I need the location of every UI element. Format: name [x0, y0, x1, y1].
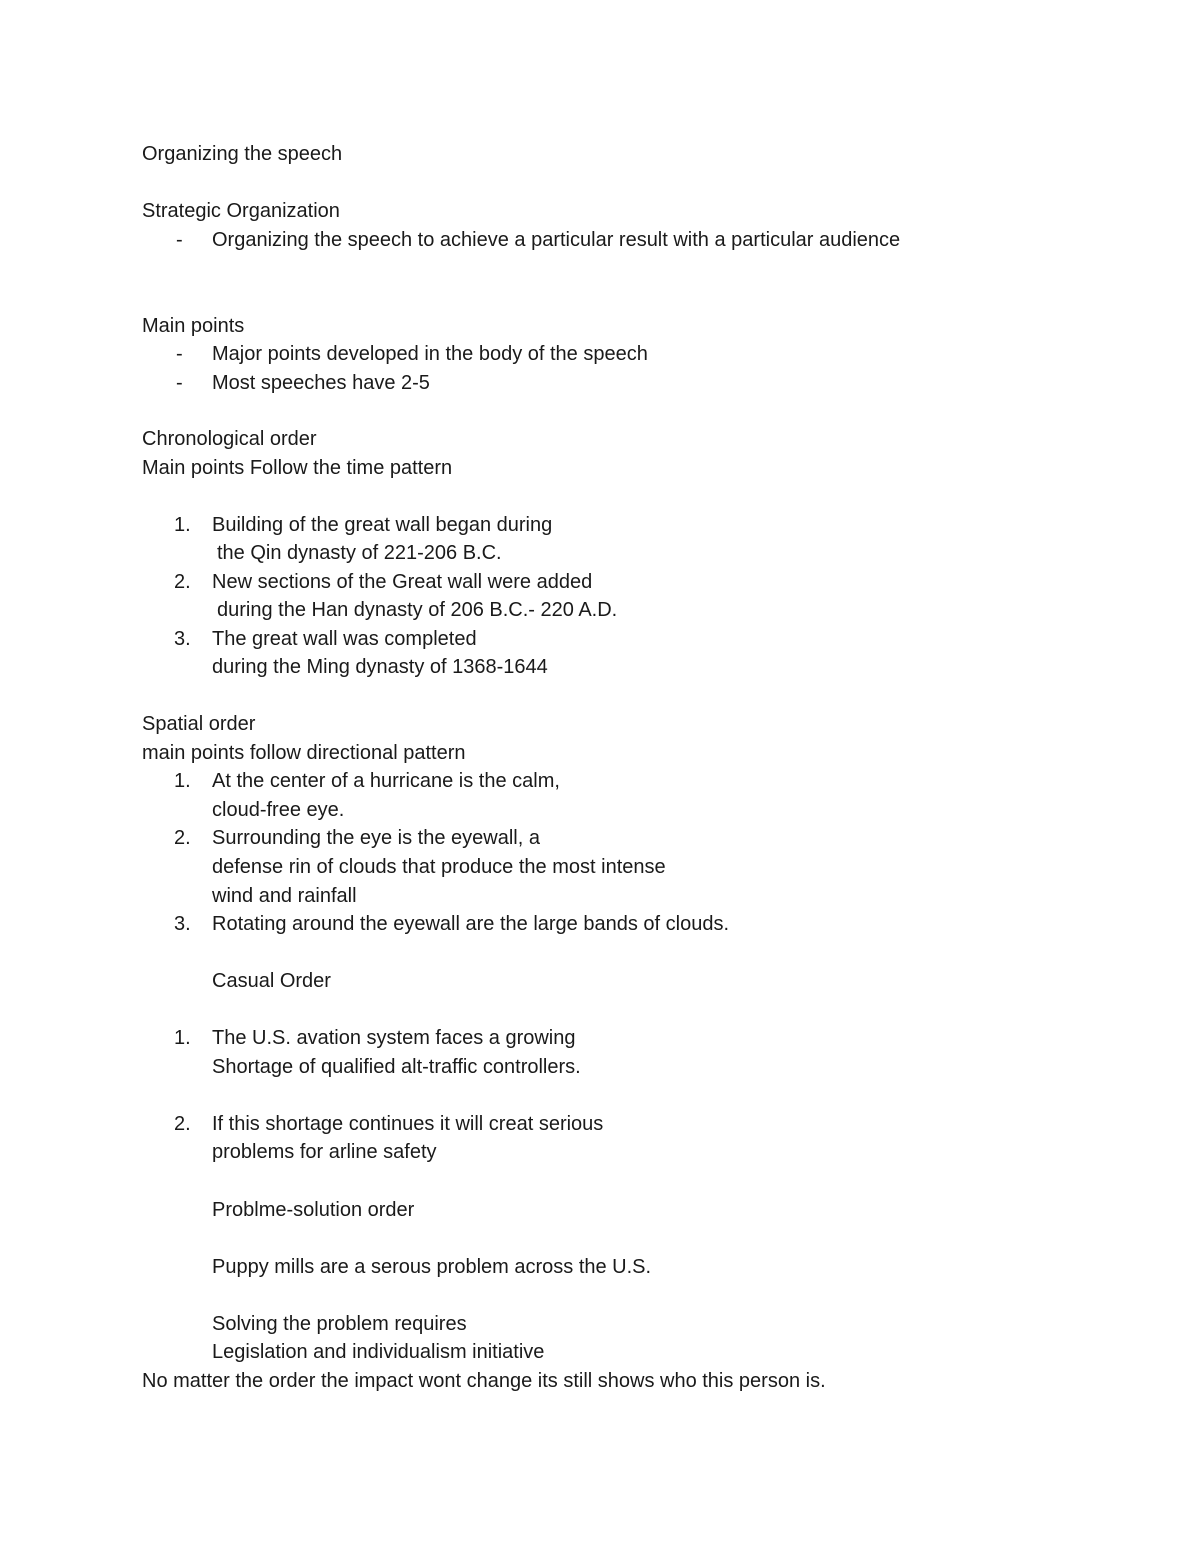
- strategic-organization-heading: Strategic Organization: [142, 200, 340, 222]
- solution-statement-continuation: Legislation and individualism initiative: [212, 1341, 545, 1363]
- document-title: Organizing the speech: [142, 143, 343, 165]
- list-marker: 2.: [174, 571, 191, 593]
- list-item: If this shortage continues it will creat serious: [212, 1113, 604, 1135]
- list-marker: 2.: [174, 1113, 191, 1135]
- list-item-continuation: cloud-free eye.: [212, 799, 345, 821]
- list-item-continuation: Shortage of qualified alt-traffic controllers.: [212, 1056, 581, 1078]
- list-marker: 2.: [174, 827, 191, 849]
- list-marker: -: [176, 372, 183, 394]
- list-item: Organizing the speech to achieve a particular result with a particular audience: [212, 229, 901, 251]
- problem-statement: Puppy mills are a serous problem across the U.S.: [212, 1256, 652, 1278]
- list-item-continuation: problems for arline safety: [212, 1141, 437, 1163]
- list-item-continuation: the Qin dynasty of 221-206 B.C.: [217, 542, 502, 564]
- list-marker: 1.: [174, 1027, 191, 1049]
- list-marker: 1.: [174, 770, 191, 792]
- chronological-order-subheading: Main points Follow the time pattern: [142, 457, 453, 479]
- list-marker: 3.: [174, 913, 191, 935]
- list-item: Building of the great wall began during: [212, 514, 553, 536]
- list-marker: -: [176, 343, 183, 365]
- list-marker: -: [176, 229, 183, 251]
- list-item-continuation: during the Ming dynasty of 1368-1644: [212, 656, 548, 678]
- chronological-order-heading: Chronological order: [142, 428, 317, 450]
- list-marker: 3.: [174, 628, 191, 650]
- list-item: Rotating around the eyewall are the large bands of clouds.: [212, 913, 730, 935]
- problem-solution-heading: Problme-solution order: [212, 1199, 415, 1221]
- list-item: New sections of the Great wall were added: [212, 571, 593, 593]
- list-item: At the center of a hurricane is the calm,: [212, 770, 560, 792]
- list-item-continuation: defense rin of clouds that produce the most intense: [212, 856, 666, 878]
- solution-statement: Solving the problem requires: [212, 1313, 467, 1335]
- spatial-order-heading: Spatial order: [142, 713, 256, 735]
- list-item: Major points developed in the body of the speech: [212, 343, 648, 365]
- list-item: The great wall was completed: [212, 628, 477, 650]
- conclusion: No matter the order the impact wont change its still shows who this person is.: [142, 1370, 826, 1392]
- list-item-continuation: wind and rainfall: [212, 885, 357, 907]
- main-points-heading: Main points: [142, 315, 245, 337]
- list-item: Most speeches have 2-5: [212, 372, 430, 394]
- list-item: Surrounding the eye is the eyewall, a: [212, 827, 540, 849]
- list-marker: 1.: [174, 514, 191, 536]
- causal-order-heading: Casual Order: [212, 970, 331, 992]
- list-item: The U.S. avation system faces a growing: [212, 1027, 576, 1049]
- spatial-order-subheading: main points follow directional pattern: [142, 742, 466, 764]
- list-item-continuation: during the Han dynasty of 206 B.C.- 220 A.D.: [217, 599, 618, 621]
